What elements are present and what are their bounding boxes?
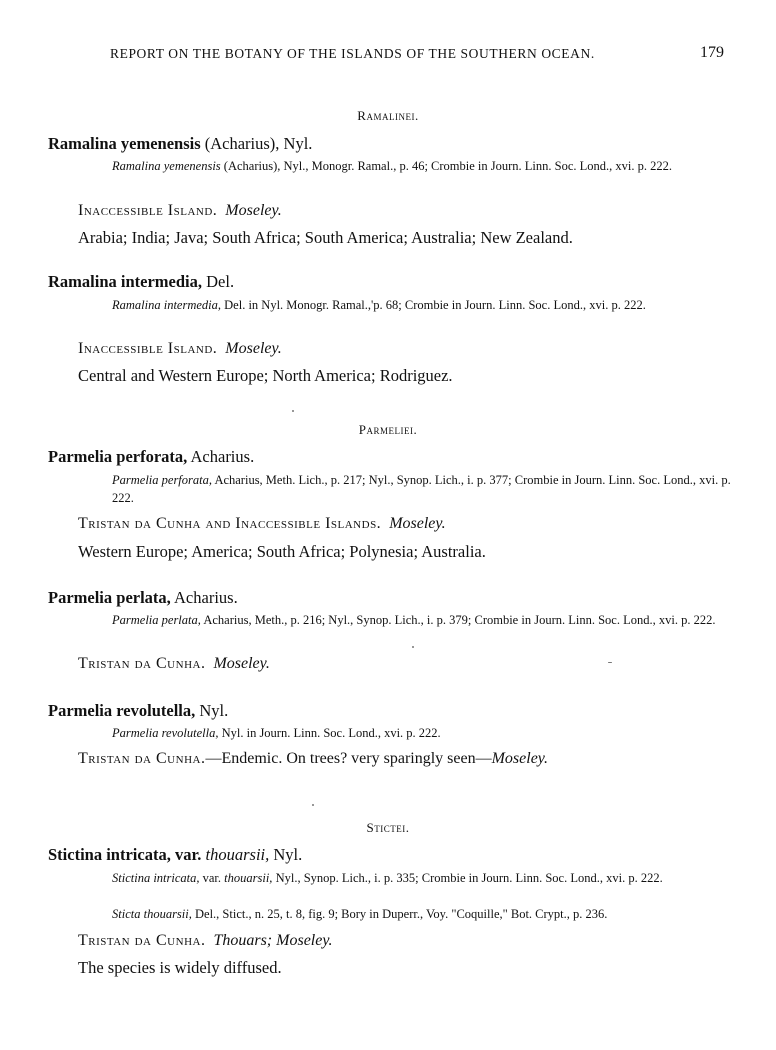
reference-ramalina-yemenensis: Ramalina yemenensis (Acharius), Nyl., Monogr. Ramal., p. 46; Crombie in Journ. Linn. Soc. Lond., xvi. p. 222. (112, 159, 673, 173)
locality-ramalina-yemenensis: Inaccessible Island. Moseley. (78, 202, 282, 219)
print-speck (292, 410, 294, 412)
species-name-parmelia-perforata: Parmelia perforata, Acharius. (48, 447, 255, 466)
species-name-stictina-intricata: Stictina intricata, var. thouarsii, Nyl. (48, 845, 303, 864)
reference-parmelia-perlata: Parmelia perlata, Acharius, Meth., p. 216; Nyl., Synop. Lich., i. p. 379; Crombie in Journ. Linn. Soc. Lond., xvi. p. 222. (112, 613, 716, 627)
distribution-stictina-intricata: The species is widely diffused. (78, 958, 282, 977)
page-number: 179 (700, 44, 724, 61)
distribution-ramalina-intermedia: Central and Western Europe; North America; Rodriguez. (78, 366, 453, 385)
species-name-parmelia-perlata: Parmelia perlata, Acharius. (48, 588, 238, 607)
reference-parmelia-revolutella: Parmelia revolutella, Nyl. in Journ. Linn. Soc. Lond., xvi. p. 222. (112, 726, 441, 740)
print-speck (312, 804, 314, 806)
distribution-ramalina-yemenensis: Arabia; India; Java; South Africa; South America; Australia; New Zealand. (78, 228, 573, 247)
reference-sticta-thouarsii: Sticta thouarsii, Del., Stict., n. 25, t. 8, fig. 9; Bory in Duperr., Voy. "Coquille," Bot. Crypt., p. 236. (112, 907, 608, 921)
locality-parmelia-perlata: Tristan da Cunha. Moseley. (78, 655, 270, 672)
species-name-ramalina-intermedia: Ramalina intermedia, Del. (48, 272, 235, 291)
locality-ramalina-intermedia: Inaccessible Island. Moseley. (78, 340, 282, 357)
running-title: REPORT ON THE BOTANY OF THE ISLANDS OF THE SOUTHERN OCEAN. (110, 46, 595, 61)
locality-parmelia-revolutella: Tristan da Cunha.—Endemic. On trees? very sparingly seen—Moseley. (78, 750, 549, 767)
section-heading-parmeliei: Parmeliei. (358, 422, 418, 437)
print-speck (608, 662, 612, 663)
species-name-ramalina-yemenensis: Ramalina yemenensis (Acharius), Nyl. (48, 134, 313, 153)
section-heading-stictei: Stictei. (366, 820, 410, 835)
locality-stictina-intricata: Tristan da Cunha. Thouars; Moseley. (78, 932, 333, 949)
section-heading-ramalinei: Ramalinei. (357, 108, 419, 123)
reference-ramalina-intermedia: Ramalina intermedia, Del. in Nyl. Monogr. Ramal.,'p. 68; Crombie in Journ. Linn. Soc. Lond., xvi. p. 222. (112, 298, 646, 312)
reference-stictina-intricata: Stictina intricata, var. thouarsii, Nyl., Synop. Lich., i. p. 335; Crombie in Journ. Linn. Soc. Lond., xvi. p. 222. (112, 871, 663, 885)
reference-parmelia-perforata: Parmelia perforata, Acharius, Meth. Lich., p. 217; Nyl., Synop. Lich., i. p. 377; Crombie in Journ. Linn. Soc. Lond., xvi. p. 222. (112, 473, 731, 505)
species-name-parmelia-revolutella: Parmelia revolutella, Nyl. (48, 701, 229, 720)
print-speck (412, 646, 414, 648)
locality-parmelia-perforata: Tristan da Cunha and Inaccessible Islands. Moseley. (78, 515, 446, 532)
distribution-parmelia-perforata: Western Europe; America; South Africa; Polynesia; Australia. (78, 542, 486, 561)
